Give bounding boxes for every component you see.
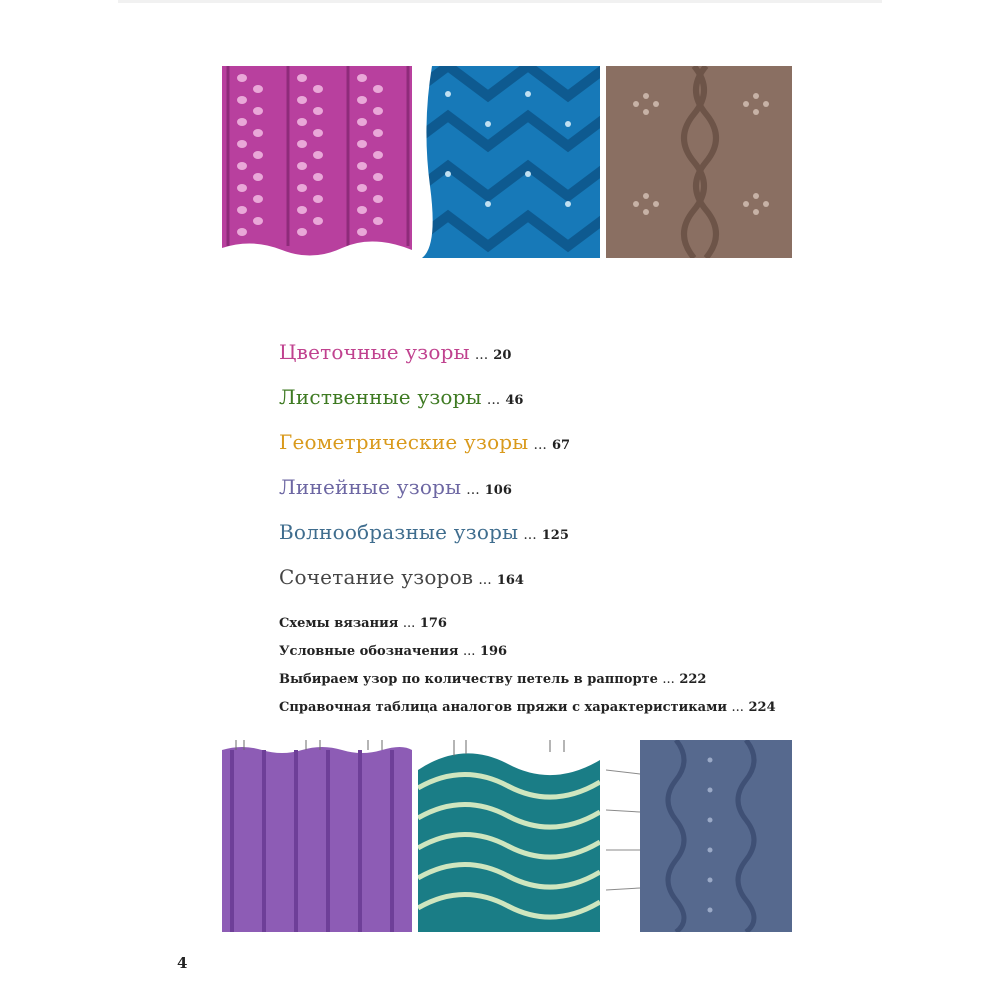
toc-page-number: 125 [541, 528, 569, 543]
toc-title: Схемы вязания [279, 616, 399, 631]
toc-entry-knitting-charts[interactable] [279, 610, 776, 638]
toc-leader: ... [533, 437, 547, 453]
toc-title: Условные обозначения [279, 644, 459, 659]
page-number: 4 [177, 954, 188, 972]
toc-title: Линейные узоры [279, 475, 462, 499]
toc-entry-leaf[interactable] [279, 379, 776, 424]
toc-entry-yarn-table[interactable] [279, 694, 776, 722]
toc-leader: ... [463, 644, 476, 659]
brown-cable-lace-swatch [606, 66, 792, 258]
toc-page-number: 196 [479, 644, 508, 659]
toc-page-number: 46 [505, 393, 524, 408]
purple-rib-swatch [222, 740, 412, 932]
toc-entry-geometric[interactable] [279, 424, 776, 469]
toc-leader: ... [486, 392, 501, 408]
toc-page-number: 67 [551, 438, 571, 453]
toc-title: Лиственные узоры [279, 385, 482, 409]
toc-leader: ... [478, 572, 492, 588]
toc-entry-symbols[interactable] [279, 638, 776, 666]
toc-entry-stitch-repeat[interactable] [279, 666, 776, 694]
toc-page-number: 222 [679, 672, 707, 687]
teal-wave-swatch [418, 740, 600, 932]
toc-leader: ... [662, 672, 675, 687]
table-of-contents [279, 334, 776, 722]
toc-title: Сочетание узоров [279, 565, 474, 589]
toc-entry-linear[interactable] [279, 469, 776, 514]
toc-page-number: 20 [493, 348, 512, 363]
bottom-swatch-row [222, 740, 792, 932]
toc-entry-floral[interactable] [279, 334, 776, 379]
toc-title: Выбираем узор по количеству петель в раппорте [279, 672, 658, 687]
toc-title: Волнообразные узоры [279, 520, 519, 544]
toc-title: Геометрические узоры [279, 430, 529, 454]
toc-leader: ... [523, 527, 537, 543]
blue-wave-lace-swatch [418, 66, 600, 258]
toc-entry-wave[interactable] [279, 514, 776, 559]
toc-page-number: 224 [748, 700, 776, 715]
toc-page-number: 164 [496, 573, 524, 588]
toc-page-number: 176 [419, 616, 447, 631]
toc-title: Цветочные узоры [279, 340, 470, 364]
toc-leader: ... [402, 616, 416, 631]
toc-leader: ... [466, 482, 480, 498]
toc-entry-combination[interactable] [279, 559, 776, 604]
top-divider [118, 0, 882, 3]
toc-page-number: 106 [484, 483, 512, 498]
slate-cable-swatch [606, 740, 792, 932]
toc-leader: ... [731, 700, 744, 715]
magenta-lace-swatch [222, 66, 412, 258]
toc-title: Справочная таблица аналогов пряжи с характеристиками [279, 700, 728, 715]
toc-leader: ... [474, 347, 489, 363]
top-swatch-row [222, 66, 792, 258]
